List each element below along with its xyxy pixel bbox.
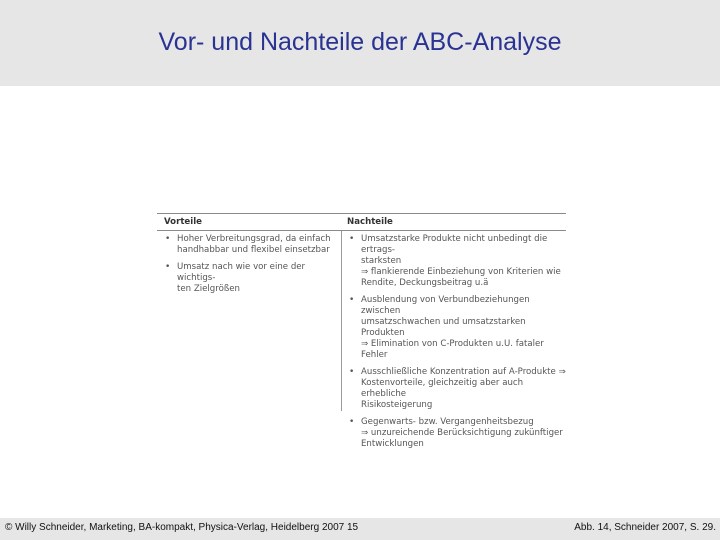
item-line: Gegenwarts- bzw. Vergangenheitsbezug — [361, 417, 534, 427]
pros-cons-table — [157, 213, 566, 449]
item-line: ten Zielgrößen — [177, 284, 240, 294]
item-line: Rendite, Deckungsbeitrag u.ä — [361, 278, 489, 288]
bullet-icon: • — [165, 234, 171, 244]
footer-figure-reference: Abb. 14, Schneider 2007, S. 29. — [574, 522, 716, 533]
vorteile-list — [164, 234, 341, 295]
item-line: ⇒ unzureichende Berücksichtigung zukünftiger — [361, 428, 563, 438]
table-body-row — [157, 231, 566, 449]
nachteile-list — [348, 234, 566, 450]
bullet-icon: • — [349, 367, 355, 377]
item-line: Umsatz nach wie vor eine der wichtigs- — [177, 262, 306, 283]
item-line: umsatzschwachen und umsatzstarken Produkten — [361, 317, 526, 338]
nachteil-item — [348, 234, 566, 289]
table-header-row — [157, 214, 566, 230]
item-line: Umsatzstarke Produkte nicht unbedingt die ertrags- — [361, 234, 548, 255]
footer-citation: © Willy Schneider, Marketing, BA-kompakt, Physica-Verlag, Heidelberg 2007 15 — [5, 522, 359, 533]
item-line: Hoher Verbreitungsgrad, da einfach — [177, 234, 331, 244]
item-line: Kostenvorteile, gleichzeitig aber auch erhebliche — [361, 378, 524, 399]
item-line: handhabbar und flexibel einsetzbar — [177, 245, 330, 255]
bullet-icon: • — [349, 234, 355, 244]
item-line: ⇒ Elimination von C-Produkten u.U. fataler Fehler — [361, 339, 544, 360]
vorteil-item — [164, 262, 341, 295]
item-line: Entwicklungen — [361, 439, 424, 449]
vorteile-column — [157, 231, 341, 411]
vorteil-item — [164, 234, 341, 256]
item-line: starksten — [361, 256, 402, 266]
item-line: Ausblendung von Verbundbeziehungen zwischen — [361, 295, 530, 316]
nachteil-item — [348, 295, 566, 361]
nachteil-item — [348, 367, 566, 411]
header-vorteile: Vorteile — [164, 216, 202, 227]
bullet-icon: • — [165, 262, 171, 272]
item-line: Ausschließliche Konzentration auf A-Produkte ⇒ — [361, 367, 566, 377]
item-line: ⇒ flankierende Einbeziehung von Kriterien wie — [361, 267, 561, 277]
nachteile-column — [341, 231, 566, 449]
bullet-icon: • — [349, 295, 355, 305]
nachteil-item — [348, 417, 566, 450]
slide-title: Vor- und Nachteile der ABC-Analyse — [158, 28, 562, 56]
item-line: Risikosteigerung — [361, 400, 433, 410]
bullet-icon: • — [349, 417, 355, 427]
header-nachteile: Nachteile — [347, 216, 393, 227]
